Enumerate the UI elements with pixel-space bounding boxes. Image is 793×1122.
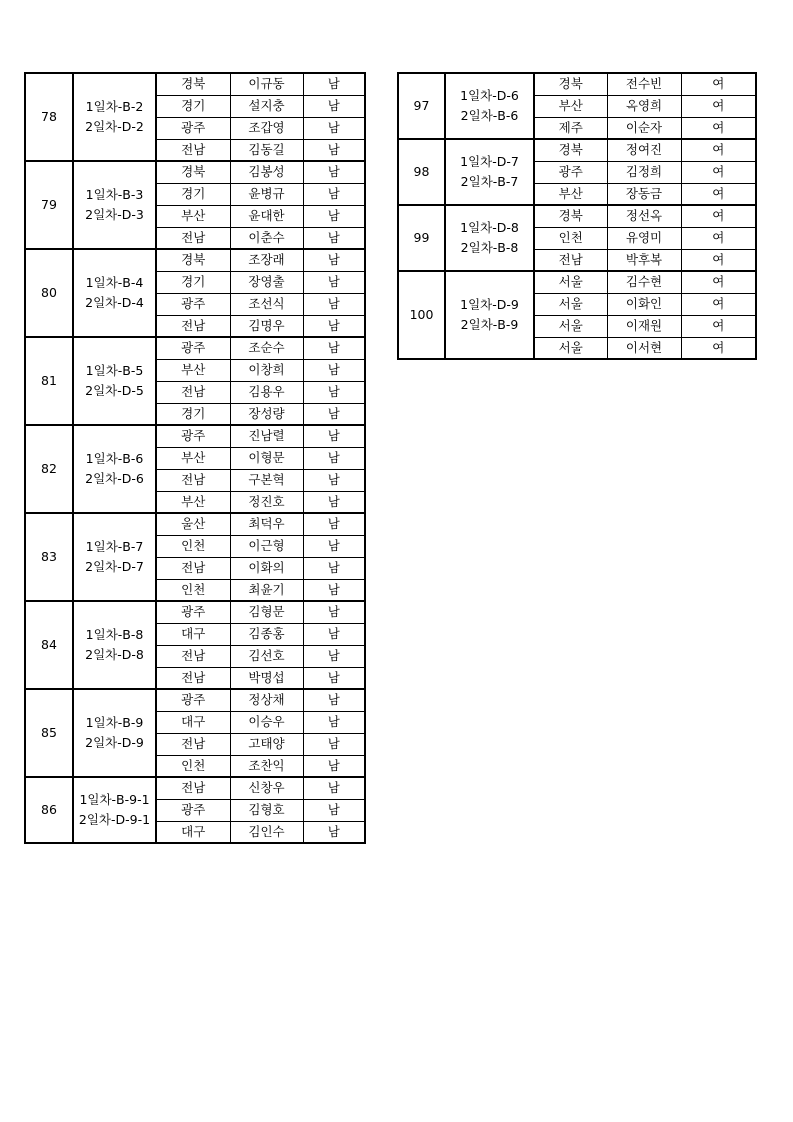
- day1-code: 1일차-B-8: [85, 627, 144, 642]
- gender-cell: 남: [303, 117, 365, 139]
- day2-code: 2일차-D-9-1: [78, 812, 151, 827]
- gender-cell: 남: [303, 447, 365, 469]
- region-cell: 전남: [156, 381, 230, 403]
- name-cell: 김봉성: [230, 161, 303, 183]
- name-cell: 장동금: [607, 183, 681, 205]
- region-cell: 대구: [156, 711, 230, 733]
- region-cell: 부산: [156, 205, 230, 227]
- region-cell: 전남: [156, 139, 230, 161]
- region-cell: 부산: [156, 491, 230, 513]
- name-cell: 김형호: [230, 799, 303, 821]
- gender-cell: 여: [681, 249, 756, 271]
- group-code: [73, 601, 156, 689]
- table-row: [25, 425, 365, 447]
- region-cell: 대구: [156, 623, 230, 645]
- gender-cell: 남: [303, 381, 365, 403]
- gender-cell: 여: [681, 315, 756, 337]
- gender-cell: 여: [681, 293, 756, 315]
- group-code: [73, 337, 156, 425]
- gender-cell: 남: [303, 579, 365, 601]
- region-cell: 울산: [156, 513, 230, 535]
- region-cell: 인천: [534, 227, 607, 249]
- name-cell: 윤병규: [230, 183, 303, 205]
- region-cell: 전남: [156, 315, 230, 337]
- region-cell: 인천: [156, 755, 230, 777]
- gender-cell: 남: [303, 557, 365, 579]
- region-cell: 경기: [156, 95, 230, 117]
- day1-code: 1일차-D-8: [460, 220, 519, 235]
- group-number: 78: [25, 73, 73, 161]
- gender-cell: 남: [303, 601, 365, 623]
- name-cell: 정여진: [607, 139, 681, 161]
- gender-cell: 남: [303, 403, 365, 425]
- name-cell: 고태양: [230, 733, 303, 755]
- gender-cell: 남: [303, 227, 365, 249]
- gender-cell: 남: [303, 623, 365, 645]
- day2-code: 2일차-B-6: [460, 108, 519, 123]
- group-number: 84: [25, 601, 73, 689]
- group-number: 85: [25, 689, 73, 777]
- region-cell: 전남: [156, 777, 230, 799]
- name-cell: 구본혁: [230, 469, 303, 491]
- gender-cell: 남: [303, 821, 365, 843]
- name-cell: 진남렬: [230, 425, 303, 447]
- region-cell: 광주: [156, 799, 230, 821]
- name-cell: 김선호: [230, 645, 303, 667]
- day2-code: 2일차-D-8: [85, 647, 144, 662]
- name-cell: 이재원: [607, 315, 681, 337]
- name-cell: 김명우: [230, 315, 303, 337]
- gender-cell: 여: [681, 183, 756, 205]
- name-cell: 최덕우: [230, 513, 303, 535]
- gender-cell: 남: [303, 205, 365, 227]
- day1-code: 1일차-B-9-1: [79, 792, 150, 807]
- name-cell: 김형문: [230, 601, 303, 623]
- name-cell: 박후복: [607, 249, 681, 271]
- day1-code: 1일차-B-3: [85, 187, 144, 202]
- day1-code: 1일차-D-9: [460, 297, 519, 312]
- gender-cell: 남: [303, 139, 365, 161]
- region-cell: 인천: [156, 535, 230, 557]
- name-cell: 설지충: [230, 95, 303, 117]
- gender-cell: 남: [303, 183, 365, 205]
- region-cell: 경북: [534, 139, 607, 161]
- group-number: 98: [398, 139, 445, 205]
- day2-code: 2일차-D-9: [85, 735, 144, 750]
- region-cell: 서울: [534, 271, 607, 293]
- region-cell: 경북: [156, 249, 230, 271]
- name-cell: 정선옥: [607, 205, 681, 227]
- name-cell: 옥영희: [607, 95, 681, 117]
- table-row: [398, 139, 756, 161]
- name-cell: 김동길: [230, 139, 303, 161]
- table-row: [25, 161, 365, 183]
- group-number: 81: [25, 337, 73, 425]
- name-cell: 윤대한: [230, 205, 303, 227]
- name-cell: 김정희: [607, 161, 681, 183]
- group-number: 97: [398, 73, 445, 139]
- region-cell: 부산: [534, 183, 607, 205]
- day2-code: 2일차-B-7: [460, 174, 519, 189]
- region-cell: 전남: [156, 667, 230, 689]
- region-cell: 서울: [534, 293, 607, 315]
- region-cell: 전남: [156, 557, 230, 579]
- gender-cell: 남: [303, 95, 365, 117]
- gender-cell: 남: [303, 755, 365, 777]
- day1-code: 1일차-B-4: [85, 275, 144, 290]
- region-cell: 광주: [156, 117, 230, 139]
- name-cell: 조장래: [230, 249, 303, 271]
- roster-body-left: [25, 73, 365, 843]
- gender-cell: 남: [303, 799, 365, 821]
- region-cell: 인천: [156, 579, 230, 601]
- region-cell: 제주: [534, 117, 607, 139]
- name-cell: 최윤기: [230, 579, 303, 601]
- region-cell: 서울: [534, 315, 607, 337]
- gender-cell: 남: [303, 513, 365, 535]
- name-cell: 이형문: [230, 447, 303, 469]
- name-cell: 장성량: [230, 403, 303, 425]
- region-cell: 서울: [534, 337, 607, 359]
- day2-code: 2일차-B-8: [460, 240, 519, 255]
- name-cell: 박명섭: [230, 667, 303, 689]
- day2-code: 2일차-B-9: [460, 317, 519, 332]
- roster-body-right: [398, 73, 756, 359]
- table-row: [25, 73, 365, 95]
- group-code: [445, 73, 534, 139]
- region-cell: 경북: [156, 161, 230, 183]
- gender-cell: 남: [303, 777, 365, 799]
- name-cell: 이창희: [230, 359, 303, 381]
- gender-cell: 남: [303, 491, 365, 513]
- day1-code: 1일차-B-7: [85, 539, 144, 554]
- gender-cell: 남: [303, 535, 365, 557]
- name-cell: 이화인: [607, 293, 681, 315]
- gender-cell: 남: [303, 733, 365, 755]
- gender-cell: 남: [303, 645, 365, 667]
- day1-code: 1일차-B-9: [85, 715, 144, 730]
- gender-cell: 여: [681, 227, 756, 249]
- day1-code: 1일차-D-6: [460, 88, 519, 103]
- name-cell: 조순수: [230, 337, 303, 359]
- day1-code: 1일차-B-6: [85, 451, 144, 466]
- group-code: [73, 513, 156, 601]
- region-cell: 경기: [156, 183, 230, 205]
- name-cell: 이규동: [230, 73, 303, 95]
- region-cell: 광주: [156, 337, 230, 359]
- day2-code: 2일차-D-2: [85, 119, 144, 134]
- table-row: [25, 513, 365, 535]
- region-cell: 경기: [156, 403, 230, 425]
- day2-code: 2일차-D-7: [85, 559, 144, 574]
- name-cell: 정진호: [230, 491, 303, 513]
- group-code: [73, 777, 156, 843]
- group-code: [73, 425, 156, 513]
- region-cell: 전남: [156, 645, 230, 667]
- gender-cell: 남: [303, 689, 365, 711]
- gender-cell: 여: [681, 95, 756, 117]
- gender-cell: 남: [303, 425, 365, 447]
- day1-code: 1일차-D-7: [460, 154, 519, 169]
- region-cell: 전남: [534, 249, 607, 271]
- group-code: [445, 139, 534, 205]
- group-number: 99: [398, 205, 445, 271]
- region-cell: 전남: [156, 469, 230, 491]
- name-cell: 이근형: [230, 535, 303, 557]
- group-number: 80: [25, 249, 73, 337]
- table-row: [25, 601, 365, 623]
- region-cell: 광주: [156, 425, 230, 447]
- region-cell: 경기: [156, 271, 230, 293]
- group-number: 82: [25, 425, 73, 513]
- name-cell: 김인수: [230, 821, 303, 843]
- region-cell: 전남: [156, 227, 230, 249]
- gender-cell: 여: [681, 73, 756, 95]
- gender-cell: 남: [303, 271, 365, 293]
- region-cell: 부산: [534, 95, 607, 117]
- gender-cell: 남: [303, 293, 365, 315]
- group-number: 100: [398, 271, 445, 359]
- gender-cell: 남: [303, 73, 365, 95]
- region-cell: 광주: [156, 601, 230, 623]
- table-row: [25, 777, 365, 799]
- gender-cell: 여: [681, 161, 756, 183]
- region-cell: 경북: [534, 205, 607, 227]
- gender-cell: 남: [303, 711, 365, 733]
- gender-cell: 남: [303, 315, 365, 337]
- group-code: [73, 161, 156, 249]
- name-cell: 이화의: [230, 557, 303, 579]
- day2-code: 2일차-D-6: [85, 471, 144, 486]
- group-code: [445, 205, 534, 271]
- table-row: [398, 73, 756, 95]
- name-cell: 이춘수: [230, 227, 303, 249]
- region-cell: 광주: [156, 293, 230, 315]
- name-cell: 신창우: [230, 777, 303, 799]
- table-row: [25, 689, 365, 711]
- table-row: [398, 205, 756, 227]
- region-cell: 부산: [156, 359, 230, 381]
- roster-table-right: [397, 72, 757, 360]
- gender-cell: 남: [303, 161, 365, 183]
- name-cell: 조찬익: [230, 755, 303, 777]
- name-cell: 김종홍: [230, 623, 303, 645]
- name-cell: 정상채: [230, 689, 303, 711]
- region-cell: 광주: [156, 689, 230, 711]
- gender-cell: 남: [303, 337, 365, 359]
- name-cell: 장영출: [230, 271, 303, 293]
- name-cell: 이순자: [607, 117, 681, 139]
- name-cell: 조선식: [230, 293, 303, 315]
- region-cell: 대구: [156, 821, 230, 843]
- day2-code: 2일차-D-3: [85, 207, 144, 222]
- group-number: 79: [25, 161, 73, 249]
- table-row: [25, 249, 365, 271]
- gender-cell: 남: [303, 359, 365, 381]
- day1-code: 1일차-B-5: [85, 363, 144, 378]
- day2-code: 2일차-D-4: [85, 295, 144, 310]
- gender-cell: 여: [681, 117, 756, 139]
- group-number: 83: [25, 513, 73, 601]
- name-cell: 김용우: [230, 381, 303, 403]
- group-code: [73, 689, 156, 777]
- roster-table-left: [24, 72, 366, 844]
- gender-cell: 남: [303, 249, 365, 271]
- gender-cell: 여: [681, 337, 756, 359]
- gender-cell: 여: [681, 205, 756, 227]
- name-cell: 이서현: [607, 337, 681, 359]
- region-cell: 광주: [534, 161, 607, 183]
- table-row: [398, 271, 756, 293]
- gender-cell: 남: [303, 667, 365, 689]
- name-cell: 이승우: [230, 711, 303, 733]
- group-code: [73, 73, 156, 161]
- day1-code: 1일차-B-2: [85, 99, 144, 114]
- region-cell: 경북: [534, 73, 607, 95]
- name-cell: 조갑영: [230, 117, 303, 139]
- group-number: 86: [25, 777, 73, 843]
- group-code: [73, 249, 156, 337]
- region-cell: 부산: [156, 447, 230, 469]
- region-cell: 경북: [156, 73, 230, 95]
- gender-cell: 여: [681, 139, 756, 161]
- name-cell: 유영미: [607, 227, 681, 249]
- table-row: [25, 337, 365, 359]
- day2-code: 2일차-D-5: [85, 383, 144, 398]
- gender-cell: 여: [681, 271, 756, 293]
- group-code: [445, 271, 534, 359]
- region-cell: 전남: [156, 733, 230, 755]
- name-cell: 김수현: [607, 271, 681, 293]
- gender-cell: 남: [303, 469, 365, 491]
- name-cell: 전수빈: [607, 73, 681, 95]
